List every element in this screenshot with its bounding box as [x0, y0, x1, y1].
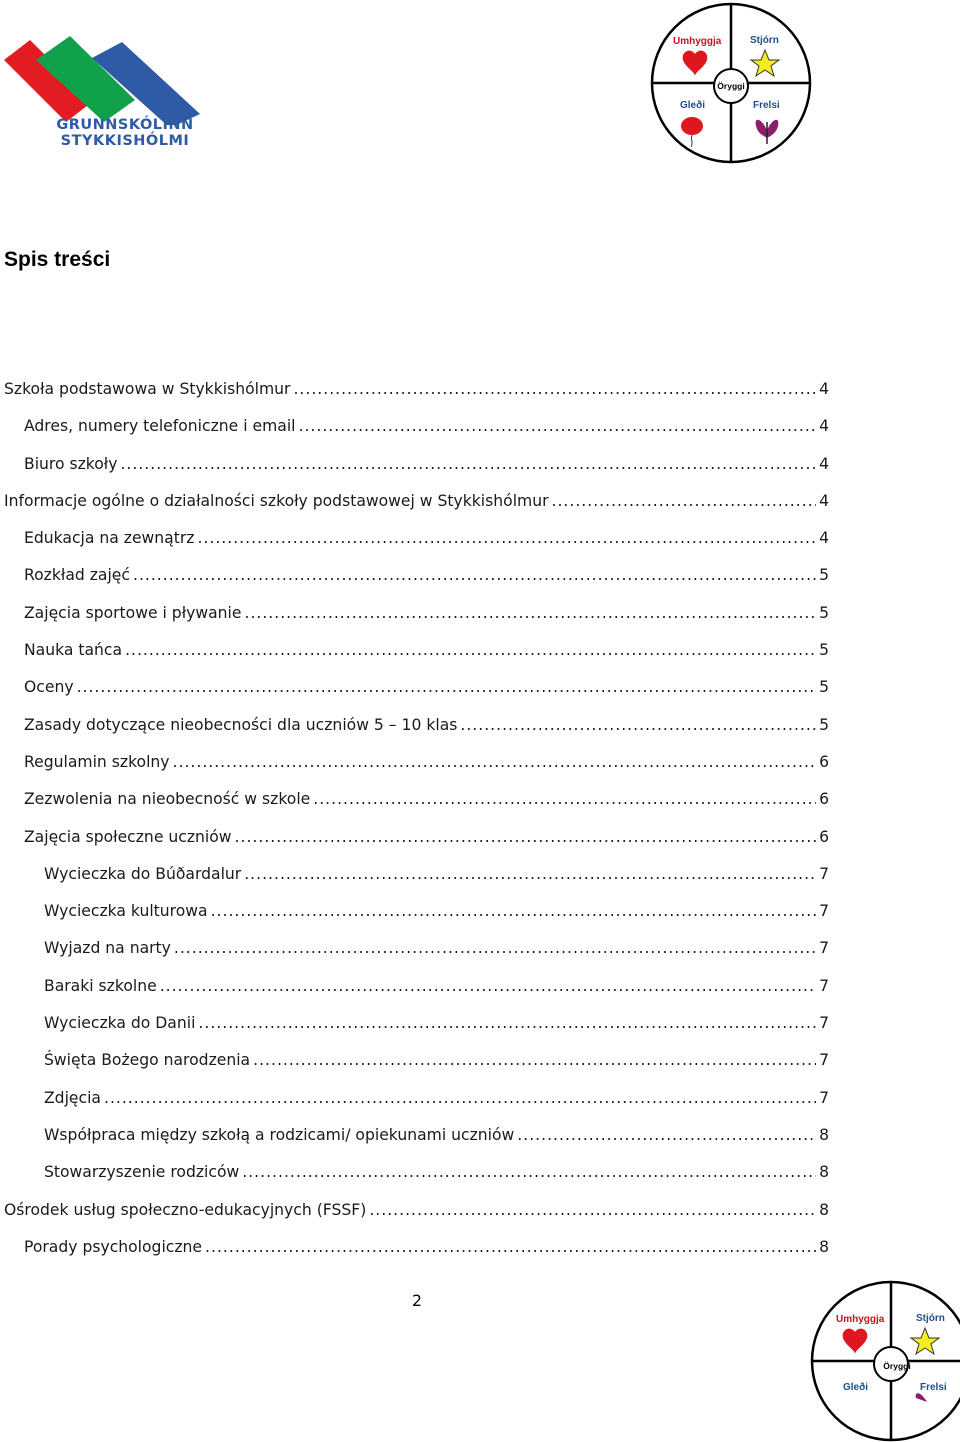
toc-entry-title: Zezwolenia na nieobecność w szkole	[24, 790, 311, 809]
toc-dot-leader	[205, 1229, 816, 1266]
toc-entry-page: 6	[819, 790, 829, 809]
wheel-label-gledi: Gleði	[843, 1382, 869, 1393]
toc-entry-title: Zajęcia sportowe i pływanie	[24, 603, 242, 622]
toc-row	[0, 557, 960, 594]
toc-row	[0, 819, 960, 856]
toc-row	[0, 632, 960, 669]
toc-entry-title: Nauka tańca	[24, 641, 123, 660]
wheel-label-umhyggja: Umhyggja	[673, 36, 722, 47]
toc-entry-page: 8	[819, 1237, 829, 1256]
toc-entry-page: 7	[819, 864, 829, 883]
table-of-contents	[0, 371, 960, 1266]
wheel-label-umhyggja: Umhyggja	[836, 1314, 885, 1325]
toc-row	[0, 1229, 960, 1266]
toc-entry-link[interactable]	[24, 446, 829, 483]
toc-row	[0, 707, 960, 744]
values-wheel-footer	[810, 1280, 960, 1442]
wheel-label-oryggi: Öryggi	[883, 1361, 911, 1371]
wheel-label-stjorn: Stjórn	[916, 1313, 945, 1324]
toc-dot-leader	[369, 1192, 816, 1229]
toc-entry-link[interactable]	[44, 1154, 829, 1191]
toc-entry-link[interactable]	[44, 1080, 829, 1117]
toc-entry-page: 8	[819, 1200, 829, 1219]
toc-row	[0, 1154, 960, 1191]
toc-entry-title: Zdjęcia	[44, 1088, 101, 1107]
toc-entry-title: Porady psychologiczne	[24, 1237, 203, 1256]
toc-entry-title: Wycieczka do Búðardalur	[44, 864, 242, 883]
school-logo-line1: GRUNNSKÓLINN	[56, 117, 194, 133]
wheel-label-oryggi: Öryggi	[717, 81, 745, 91]
toc-entry-title: Święta Bożego narodzenia	[44, 1051, 251, 1070]
toc-row	[0, 408, 960, 445]
toc-row	[0, 446, 960, 483]
toc-entry-page: 4	[819, 529, 829, 548]
toc-entry-title: Biuro szkoły	[24, 454, 118, 473]
wheel-label-frelsi: Frelsi	[920, 1382, 947, 1393]
toc-entry-link[interactable]	[44, 1042, 829, 1079]
wheel-label-stjorn: Stjórn	[750, 35, 779, 46]
toc-entry-link[interactable]	[44, 856, 829, 893]
toc-dot-leader	[242, 1154, 816, 1191]
toc-entry-page: 4	[819, 380, 829, 398]
toc-entry-page: 7	[819, 1051, 829, 1070]
toc-entry-title: Baraki szkolne	[44, 976, 157, 995]
toc-dot-leader	[77, 669, 817, 706]
toc-entry-title: Regulamin szkolny	[24, 752, 170, 771]
toc-heading: Spis treści	[4, 248, 111, 271]
toc-entry-page: 4	[819, 491, 829, 510]
toc-dot-leader	[211, 893, 816, 930]
toc-entry-link[interactable]	[44, 1117, 829, 1154]
toc-dot-leader	[160, 968, 816, 1005]
toc-row	[0, 930, 960, 967]
toc-entry-link[interactable]	[24, 632, 829, 669]
page-number: 2	[412, 1292, 422, 1310]
toc-entry-link[interactable]	[24, 819, 829, 856]
toc-entry-title: Adres, numery telefoniczne i email	[24, 417, 296, 436]
toc-entry-title: Rozkład zajęć	[24, 566, 130, 585]
toc-entry-page: 4	[819, 417, 829, 436]
toc-entry-link[interactable]	[24, 595, 829, 632]
school-logo-mark-icon	[0, 30, 205, 125]
toc-entry-title: Zasady dotyczące nieobecności dla uczniów 5 – 10 klas	[24, 715, 458, 734]
toc-row	[0, 744, 960, 781]
toc-entry-page: 7	[819, 1014, 829, 1033]
toc-dot-leader	[120, 446, 816, 483]
toc-row	[0, 595, 960, 632]
toc-entry-link[interactable]	[44, 893, 829, 930]
toc-entry-link[interactable]	[44, 1005, 829, 1042]
wheel-label-frelsi: Frelsi	[753, 100, 780, 111]
toc-dot-leader	[244, 856, 816, 893]
values-wheel	[650, 2, 812, 164]
school-logo-line2: STYKKISHÓLMI	[60, 133, 190, 149]
toc-entry-title: Wycieczka do Danii	[44, 1014, 196, 1033]
toc-entry-page: 6	[819, 752, 829, 771]
toc-row	[0, 856, 960, 893]
toc-entry-title: Zajęcia społeczne uczniów	[24, 827, 232, 846]
toc-entry-link[interactable]	[44, 968, 829, 1005]
toc-row	[0, 371, 960, 408]
toc-row	[0, 669, 960, 706]
toc-row	[0, 1042, 960, 1079]
toc-entry-link[interactable]	[24, 408, 829, 445]
toc-dot-leader	[104, 1080, 816, 1117]
toc-entry-title: Wyjazd na narty	[44, 939, 171, 958]
toc-dot-leader	[174, 930, 816, 967]
toc-entry-title: Stowarzyszenie rodziców	[44, 1163, 240, 1182]
toc-entry-link[interactable]	[44, 930, 829, 967]
toc-entry-page: 5	[819, 566, 829, 585]
toc-entry-page: 4	[819, 454, 829, 473]
toc-entry-link[interactable]	[24, 520, 829, 557]
toc-dot-leader	[125, 632, 816, 669]
toc-entry-link[interactable]	[24, 557, 829, 594]
toc-dot-leader	[293, 371, 816, 408]
toc-entry-link[interactable]	[24, 1229, 829, 1266]
toc-dot-leader	[460, 707, 816, 744]
wheel-label-gledi: Gleði	[680, 100, 706, 111]
toc-entry-page: 7	[819, 902, 829, 921]
toc-entry-link[interactable]	[24, 744, 829, 781]
toc-dot-leader	[173, 744, 817, 781]
toc-row	[0, 483, 960, 520]
toc-dot-leader	[313, 781, 816, 818]
toc-row	[0, 520, 960, 557]
school-logo	[0, 30, 205, 160]
toc-entry-page: 5	[819, 603, 829, 622]
toc-row	[0, 1117, 960, 1154]
toc-entry-link[interactable]	[24, 781, 829, 818]
toc-entry-page: 8	[819, 1163, 829, 1182]
toc-entry-page: 7	[819, 1088, 829, 1107]
toc-entry-link[interactable]	[4, 371, 829, 408]
toc-dot-leader	[253, 1042, 816, 1079]
toc-entry-title: Wycieczka kulturowa	[44, 902, 208, 921]
toc-entry-page: 5	[819, 715, 829, 734]
toc-entry-link[interactable]	[24, 669, 829, 706]
toc-dot-leader	[299, 408, 817, 445]
toc-dot-leader	[244, 595, 816, 632]
toc-entry-title: Informacje ogólne o działalności szkoły podstawowej w Stykkishólmur	[4, 491, 549, 510]
toc-row	[0, 893, 960, 930]
toc-entry-title: Współpraca między szkołą a rodzicami/ opiekunami uczniów	[44, 1125, 515, 1144]
toc-row	[0, 1192, 960, 1229]
toc-row	[0, 1005, 960, 1042]
toc-entry-page: 5	[819, 678, 829, 697]
toc-entry-title: Szkoła podstawowa w Stykkishólmur	[4, 380, 291, 398]
toc-entry-title: Ośrodek usług społeczno-edukacyjnych (FSSF)	[4, 1200, 367, 1219]
toc-dot-leader	[517, 1117, 816, 1154]
toc-entry-link[interactable]	[24, 707, 829, 744]
toc-entry-link[interactable]	[4, 483, 829, 520]
toc-row	[0, 1080, 960, 1117]
toc-dot-leader	[198, 1005, 816, 1042]
toc-entry-page: 8	[819, 1125, 829, 1144]
toc-row	[0, 781, 960, 818]
toc-dot-leader	[235, 819, 817, 856]
toc-entry-page: 5	[819, 641, 829, 660]
toc-entry-page: 7	[819, 939, 829, 958]
toc-entry-page: 7	[819, 976, 829, 995]
toc-entry-page: 6	[819, 827, 829, 846]
toc-row	[0, 968, 960, 1005]
toc-entry-link[interactable]	[4, 1192, 829, 1229]
toc-entry-title: Oceny	[24, 678, 74, 697]
toc-dot-leader	[552, 483, 817, 520]
toc-dot-leader	[197, 520, 816, 557]
toc-entry-title: Edukacja na zewnątrz	[24, 529, 195, 548]
toc-dot-leader	[133, 557, 816, 594]
